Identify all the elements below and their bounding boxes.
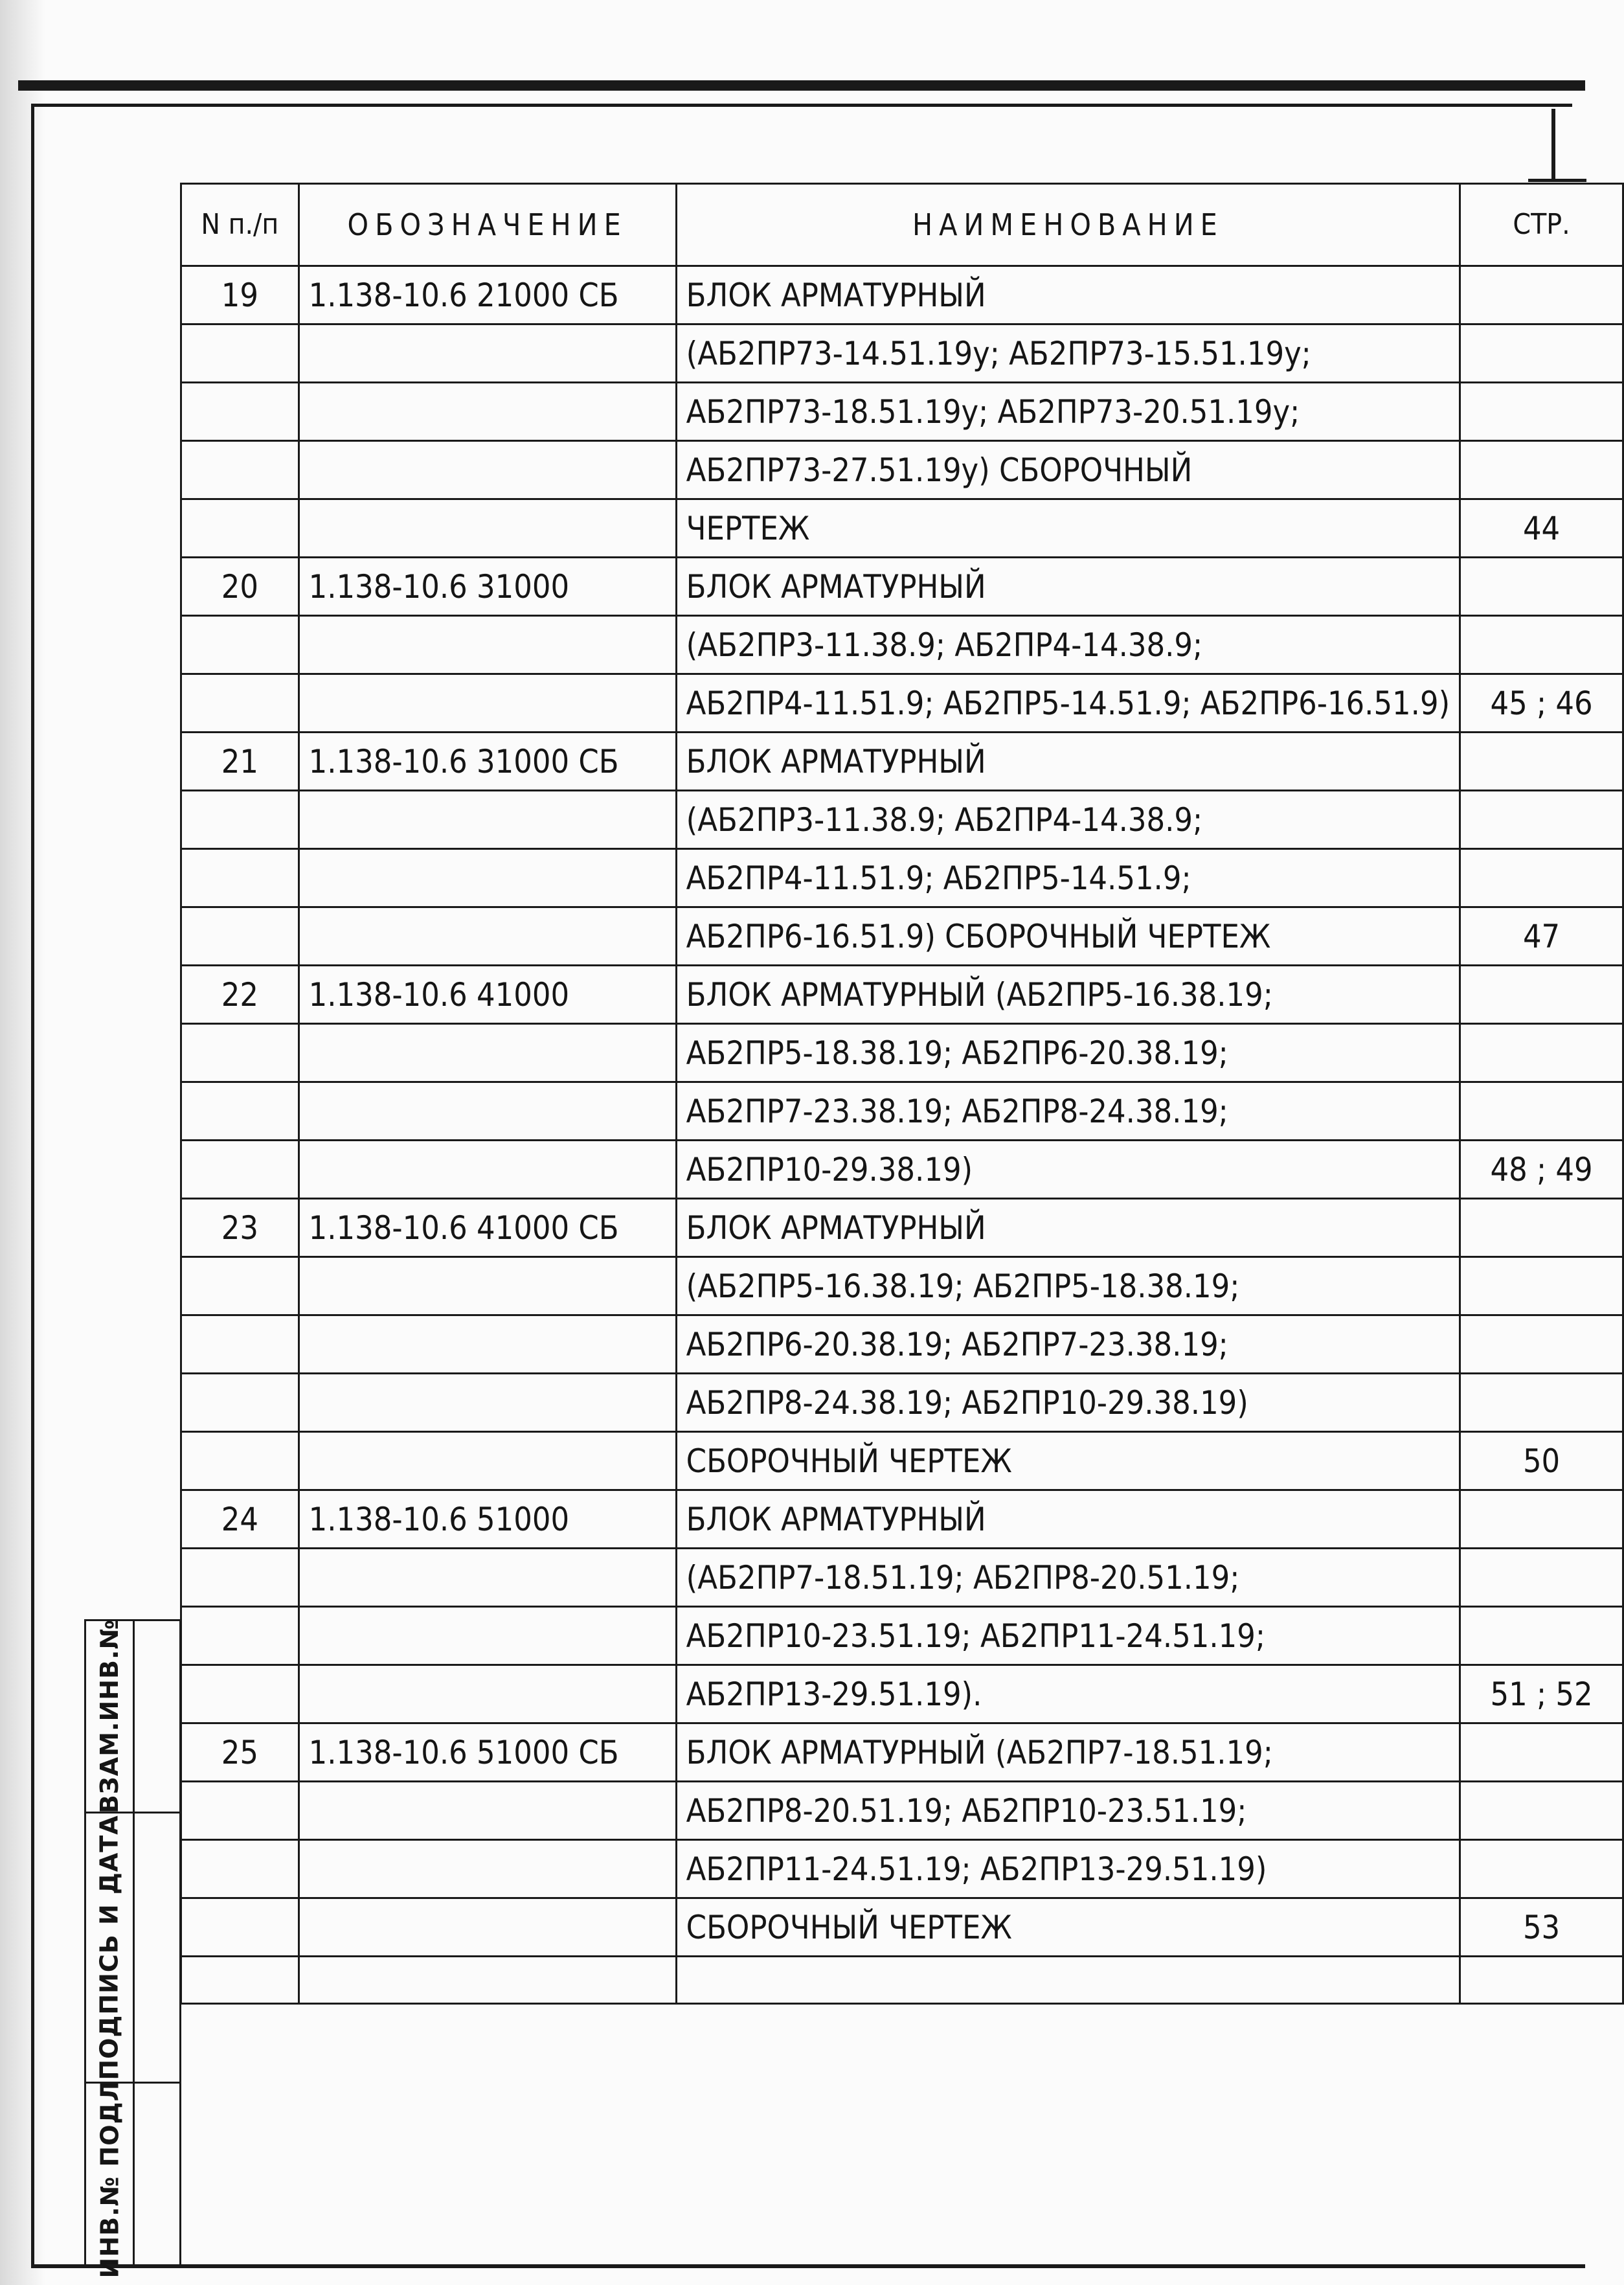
cell-designation [299, 674, 676, 733]
cell-number: 20 [181, 558, 299, 616]
table-row [181, 616, 1623, 674]
cell-page: 50 [1460, 1432, 1623, 1490]
cell-page [1460, 616, 1623, 674]
cell-number: 23 [181, 1199, 299, 1257]
cell-page [1460, 383, 1623, 441]
cell-name: АБ2ПР8-20.51.19; АБ2ПР10-23.51.19; [676, 1782, 1460, 1840]
table-row [181, 1840, 1623, 1898]
title-block-corner [1551, 109, 1555, 180]
cell-designation: 1.138-10.6 31000 [299, 558, 676, 616]
table-row [181, 1315, 1623, 1374]
cell-name: АБ2ПР7-23.38.19; АБ2ПР8-24.38.19; [676, 1082, 1460, 1141]
cell-page: 47 [1460, 907, 1623, 966]
cell-designation: 1.138-10.6 21000 СБ [299, 266, 676, 324]
cell-page [1460, 266, 1623, 324]
cell-designation: 1.138-10.6 51000 [299, 1490, 676, 1549]
cell-name: (АБ2ПР5-16.38.19; АБ2ПР5-18.38.19; [676, 1257, 1460, 1315]
table-row [181, 907, 1623, 966]
stamp-blank-vzam [133, 1619, 181, 1813]
cell-number [181, 1607, 299, 1665]
cell-name: АБ2ПР4-11.51.9; АБ2ПР5-14.51.9; [676, 849, 1460, 907]
cell-designation [299, 849, 676, 907]
cell-name: БЛОК АРМАТУРНЫЙ [676, 1199, 1460, 1257]
cell-name: (АБ2ПР3-11.38.9; АБ2ПР4-14.38.9; [676, 616, 1460, 674]
sheet-top-border [18, 80, 1585, 91]
cell-page: 51 ; 52 [1460, 1665, 1623, 1723]
cell-designation [299, 1898, 676, 1957]
cell-page [1460, 1840, 1623, 1898]
cell-name: АБ2ПР6-20.38.19; АБ2ПР7-23.38.19; [676, 1315, 1460, 1374]
table-row [181, 266, 1623, 324]
cell-designation [299, 1549, 676, 1607]
cell-designation [299, 1257, 676, 1315]
cell-page: 53 [1460, 1898, 1623, 1957]
cell-page [1460, 1549, 1623, 1607]
cell-designation [299, 324, 676, 383]
cell-page [1460, 324, 1623, 383]
cell-page [1460, 1024, 1623, 1082]
cell-designation [299, 791, 676, 849]
cell-page [1460, 1490, 1623, 1549]
cell-name: АБ2ПР6-16.51.9) СБОРОЧНЫЙ ЧЕРТЕЖ [676, 907, 1460, 966]
cell-number: 22 [181, 966, 299, 1024]
cell-page [1460, 1723, 1623, 1782]
cell-page [1460, 558, 1623, 616]
cell-number [181, 1082, 299, 1141]
cell-number [181, 1549, 299, 1607]
cell-designation [299, 907, 676, 966]
cell-designation [299, 1665, 676, 1723]
header-name: НАИМЕНОВАНИЕ [676, 184, 1460, 266]
table-row [181, 791, 1623, 849]
cell-page [1460, 733, 1623, 791]
cell-name: БЛОК АРМАТУРНЫЙ (АБ2ПР7-18.51.19; [676, 1723, 1460, 1782]
cell-number [181, 616, 299, 674]
header-page: СТР. [1460, 184, 1623, 266]
side-stamp [84, 1619, 181, 2279]
cell-designation: 1.138-10.6 41000 [299, 966, 676, 1024]
stamp-cell-vzam: ВЗАМ.ИНВ.№ [84, 1619, 135, 1813]
cell-page [1460, 1082, 1623, 1141]
cell-page [1460, 1199, 1623, 1257]
cell-page [1460, 441, 1623, 499]
table-body [181, 266, 1623, 2004]
cell-number [181, 791, 299, 849]
cell-name: БЛОК АРМАТУРНЫЙ (АБ2ПР5-16.38.19; [676, 966, 1460, 1024]
cell-name: АБ2ПР11-24.51.19; АБ2ПР13-29.51.19) [676, 1840, 1460, 1898]
table-row [181, 966, 1623, 1024]
cell-page [1460, 1782, 1623, 1840]
cell-page [1460, 1607, 1623, 1665]
cell-number [181, 1374, 299, 1432]
stamp-blank-inv [133, 2082, 181, 2267]
cell-designation: 1.138-10.6 41000 СБ [299, 1199, 676, 1257]
cell-page: 48 ; 49 [1460, 1141, 1623, 1199]
cell-page: 44 [1460, 499, 1623, 558]
cell-page [1460, 791, 1623, 849]
cell-number [181, 1024, 299, 1082]
cell-designation [299, 1374, 676, 1432]
frame-bottom-line [31, 2264, 1585, 2268]
frame-top-line [31, 104, 1572, 107]
cell-blank [676, 1957, 1460, 2004]
table-row [181, 733, 1623, 791]
table-row [181, 324, 1623, 383]
cell-blank [299, 1957, 676, 2004]
cell-name: АБ2ПР73-18.51.19у; АБ2ПР73-20.51.19у; [676, 383, 1460, 441]
cell-page [1460, 1374, 1623, 1432]
cell-name: АБ2ПР13-29.51.19). [676, 1665, 1460, 1723]
table-row [181, 1490, 1623, 1549]
table-row [181, 441, 1623, 499]
cell-name: БЛОК АРМАТУРНЫЙ [676, 266, 1460, 324]
cell-designation [299, 1432, 676, 1490]
cell-number: 24 [181, 1490, 299, 1549]
cell-number [181, 1432, 299, 1490]
table-row [181, 1432, 1623, 1490]
cell-name: АБ2ПР73-27.51.19у) СБОРОЧНЫЙ [676, 441, 1460, 499]
cell-name: АБ2ПР8-24.38.19; АБ2ПР10-29.38.19) [676, 1374, 1460, 1432]
stamp-blank-podpis [133, 1812, 181, 2084]
cell-designation [299, 441, 676, 499]
cell-designation: 1.138-10.6 51000 СБ [299, 1723, 676, 1782]
cell-page: 45 ; 46 [1460, 674, 1623, 733]
table-row [181, 1898, 1623, 1957]
table-row [181, 674, 1623, 733]
cell-page [1460, 849, 1623, 907]
stamp-cell-podpis: ПОДПИСЬ И ДАТА [84, 1812, 135, 2084]
table-row [181, 1665, 1623, 1723]
cell-number [181, 1665, 299, 1723]
table-row [181, 1782, 1623, 1840]
cell-number: 25 [181, 1723, 299, 1782]
table-row [181, 849, 1623, 907]
table-row [181, 1082, 1623, 1141]
table-row [181, 1141, 1623, 1199]
cell-number [181, 441, 299, 499]
table-row [181, 1374, 1623, 1432]
specification-table [180, 183, 1624, 2005]
cell-name: (АБ2ПР7-18.51.19; АБ2ПР8-20.51.19; [676, 1549, 1460, 1607]
cell-number: 19 [181, 266, 299, 324]
cell-page [1460, 1315, 1623, 1374]
cell-number [181, 1782, 299, 1840]
table-row [181, 1549, 1623, 1607]
cell-designation [299, 1082, 676, 1141]
header-number: N п./п [181, 184, 299, 266]
cell-name: (АБ2ПР3-11.38.9; АБ2ПР4-14.38.9; [676, 791, 1460, 849]
table-row [181, 1607, 1623, 1665]
cell-number [181, 1257, 299, 1315]
table-row [181, 1723, 1623, 1782]
cell-number [181, 849, 299, 907]
scan-edge-shadow [0, 0, 45, 2285]
table-row [181, 1024, 1623, 1082]
cell-designation: 1.138-10.6 31000 СБ [299, 733, 676, 791]
cell-blank [1460, 1957, 1623, 2004]
cell-name: АБ2ПР4-11.51.9; АБ2ПР5-14.51.9; АБ2ПР6-16.51.9) [676, 674, 1460, 733]
table-row-blank [181, 1957, 1623, 2004]
cell-page [1460, 966, 1623, 1024]
cell-number [181, 907, 299, 966]
cell-blank [181, 1957, 299, 2004]
cell-name: АБ2ПР10-29.38.19) [676, 1141, 1460, 1199]
cell-number [181, 499, 299, 558]
stamp-cell-inv: ИНВ.№ ПОДЛ. [84, 2082, 135, 2267]
cell-designation [299, 1315, 676, 1374]
cell-name: ЧЕРТЕЖ [676, 499, 1460, 558]
cell-page [1460, 1257, 1623, 1315]
cell-number [181, 383, 299, 441]
table-row [181, 1199, 1623, 1257]
table-row [181, 383, 1623, 441]
cell-number [181, 674, 299, 733]
cell-number: 21 [181, 733, 299, 791]
cell-name: СБОРОЧНЫЙ ЧЕРТЕЖ [676, 1432, 1460, 1490]
cell-name: АБ2ПР10-23.51.19; АБ2ПР11-24.51.19; [676, 1607, 1460, 1665]
cell-designation [299, 1024, 676, 1082]
cell-number [181, 1315, 299, 1374]
cell-name: БЛОК АРМАТУРНЫЙ [676, 733, 1460, 791]
cell-name: СБОРОЧНЫЙ ЧЕРТЕЖ [676, 1898, 1460, 1957]
cell-designation [299, 1840, 676, 1898]
cell-number [181, 1840, 299, 1898]
cell-designation [299, 616, 676, 674]
cell-number [181, 1898, 299, 1957]
header-designation: ОБОЗНАЧЕНИЕ [299, 184, 676, 266]
title-block-corner-line [1528, 179, 1586, 182]
frame-left-line [31, 104, 34, 2267]
cell-designation [299, 499, 676, 558]
cell-name: АБ2ПР5-18.38.19; АБ2ПР6-20.38.19; [676, 1024, 1460, 1082]
table-row [181, 558, 1623, 616]
table-header-row [181, 184, 1623, 266]
cell-number [181, 324, 299, 383]
table-row [181, 499, 1623, 558]
cell-designation [299, 383, 676, 441]
cell-designation [299, 1141, 676, 1199]
cell-designation [299, 1607, 676, 1665]
cell-number [181, 1141, 299, 1199]
cell-designation [299, 1782, 676, 1840]
cell-name: БЛОК АРМАТУРНЫЙ [676, 1490, 1460, 1549]
cell-name: (АБ2ПР73-14.51.19у; АБ2ПР73-15.51.19у; [676, 324, 1460, 383]
table-row [181, 1257, 1623, 1315]
cell-name: БЛОК АРМАТУРНЫЙ [676, 558, 1460, 616]
